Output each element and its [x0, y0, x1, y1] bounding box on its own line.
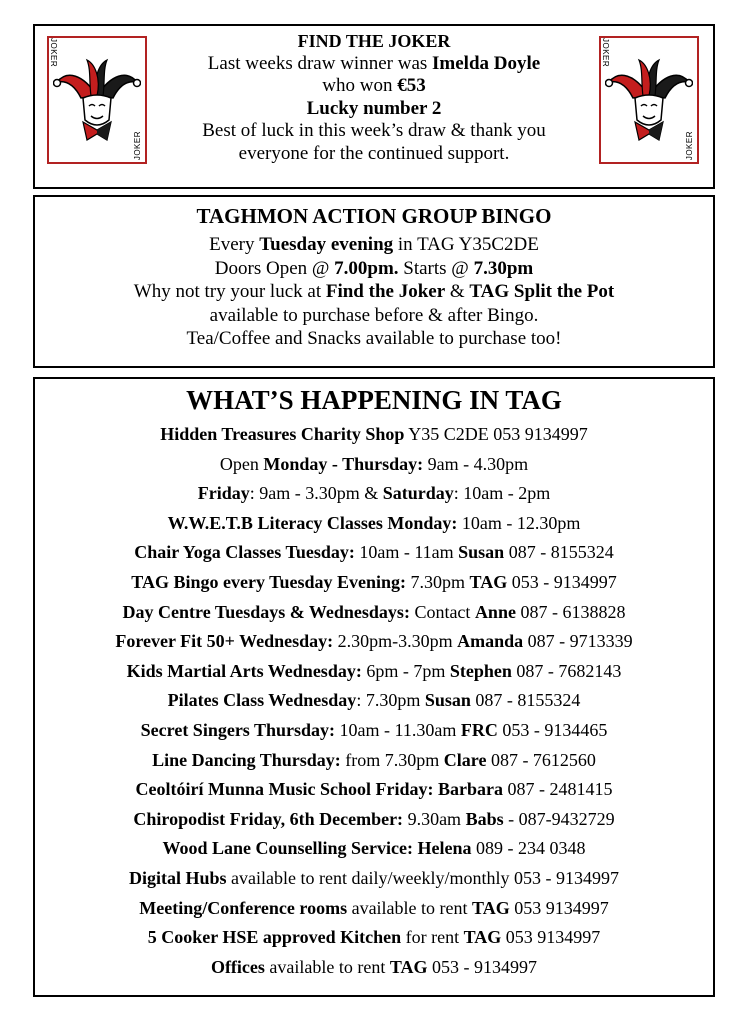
item-text: 053 9134997 [501, 927, 601, 948]
list-item [35, 568, 713, 598]
item-bold-text: Forever Fit 50+ Wednesday: [115, 631, 334, 652]
list-item [35, 953, 713, 983]
item-text: 9.30am [403, 808, 466, 829]
item-bold-text: Chair Yoga Classes Tuesday: [134, 542, 355, 563]
item-text: 7.30pm [406, 571, 470, 592]
item-bold-text: Digital Hubs [129, 867, 227, 888]
item-bold-text: Wood Lane Counselling Service: Helena [162, 838, 472, 859]
item-text: available to rent daily/weekly/monthly 053 - 9134997 [226, 867, 619, 888]
item-text: 6pm - 7pm [361, 660, 450, 681]
list-item [35, 834, 713, 864]
doors-open-time: 7.00pm. [334, 257, 399, 279]
item-bold-text: TAG [389, 956, 428, 977]
item-text: 053 - 9134465 [497, 719, 608, 740]
item-text: 087 - 2481415 [503, 779, 613, 800]
item-text: 10am - 12.30pm [457, 512, 581, 533]
item-bold-text: Meeting/Conference rooms [139, 897, 348, 918]
item-bold-text: Kids Martial Arts Wednesday: [126, 660, 362, 681]
item-text: 087 - 6138828 [515, 601, 626, 622]
bingo-box [33, 195, 715, 368]
list-item [35, 657, 713, 687]
whats-happening-box [33, 377, 715, 997]
item-bold-text: TAG [472, 897, 510, 918]
bingo-l1-post: in TAG Y35C2DE [393, 234, 539, 255]
happening-list [35, 420, 713, 982]
winner-amount: €53 [397, 75, 426, 96]
card-corner-text: JOKER [133, 130, 142, 160]
item-bold-text: Saturday [382, 483, 454, 504]
list-item [35, 627, 713, 657]
split-pot-name: TAG Split the Pot [469, 281, 615, 302]
item-bold-text: Anne [474, 601, 516, 622]
bingo-l5: Tea/Coffee and Snacks available to purchase too! [186, 328, 562, 349]
item-text: : 10am - 2pm [453, 483, 551, 504]
item-bold-text: 5 Cooker HSE approved Kitchen [147, 927, 402, 948]
item-text: - 087-9432729 [503, 808, 615, 829]
item-text: Contact [409, 601, 475, 622]
item-text: for rent [401, 927, 464, 948]
item-bold-text: Hidden Treasures Charity Shop [160, 424, 405, 444]
item-bold-text: Day Centre Tuesdays & Wednesdays: [122, 601, 410, 622]
item-bold-text: Stephen [449, 660, 512, 681]
jester-icon [605, 56, 693, 142]
item-bold-text: Monday - Thursday: [263, 453, 424, 474]
list-item [35, 479, 713, 509]
item-bold-text: Amanda [457, 631, 524, 652]
list-item [35, 894, 713, 924]
list-item [35, 450, 713, 480]
joker-title: FIND THE JOKER [297, 31, 451, 51]
item-text: 10am - 11am [354, 542, 459, 563]
item-bold-text: TAG [469, 571, 508, 592]
item-bold-text: TAG Bingo every Tuesday Evening: [131, 571, 407, 592]
item-bold-text: Secret Singers Thursday: [140, 719, 336, 740]
item-text: 087 - 9713339 [523, 631, 633, 652]
item-text: 053 - 9134997 [427, 956, 538, 977]
bingo-l1-pre: Every [209, 234, 260, 255]
item-text: 087 - 8155324 [470, 690, 581, 711]
list-item [35, 598, 713, 628]
whats-happening-title: WHAT’S HAPPENING IN TAG [186, 385, 562, 415]
joker-text [155, 30, 593, 165]
bingo-l2-pre: Doors Open @ [214, 257, 335, 279]
list-item [35, 509, 713, 539]
item-bold-text: Offices [210, 956, 265, 977]
list-item [35, 538, 713, 568]
list-item [35, 420, 713, 450]
item-text: : 9am - 3.30pm & [249, 483, 383, 504]
bingo-title: TAGHMON ACTION GROUP BINGO [196, 204, 552, 228]
joker-card-left [47, 36, 147, 164]
list-item [35, 775, 713, 805]
item-bold-text: W.W.E.T.B Literacy Classes Monday: [167, 512, 458, 533]
item-bold-text: Babs [465, 808, 504, 829]
find-the-joker-box [33, 24, 715, 189]
item-text: 089 - 234 0348 [471, 838, 586, 859]
bingo-l3-mid: & [445, 281, 470, 302]
item-bold-text: Chiropodist Friday, 6th December: [133, 808, 404, 829]
start-time: 7.30pm [473, 257, 534, 279]
bingo-details [35, 233, 713, 351]
bingo-l4: available to purchase before & after Bingo. [209, 304, 539, 326]
item-bold-text: Susan [424, 690, 471, 711]
list-item [35, 805, 713, 835]
jester-icon [53, 56, 141, 142]
item-bold-text: Pilates Class Wednesday [167, 690, 357, 711]
list-item [35, 686, 713, 716]
joker-line4: Best of luck in this week’s draw & thank you [202, 120, 546, 141]
bingo-l3-pre: Why not try your luck at [133, 281, 326, 302]
joker-line2-text: who won [322, 75, 398, 96]
item-text: 9am - 4.30pm [423, 453, 529, 474]
item-text: from 7.30pm [340, 749, 444, 770]
item-bold-text: Susan [458, 542, 505, 563]
winner-name: Imelda Doyle [432, 52, 541, 74]
list-item [35, 923, 713, 953]
item-text: 2.30pm-3.30pm [333, 631, 458, 652]
item-text: : 7.30pm [356, 690, 425, 711]
list-item [35, 716, 713, 746]
item-bold-text: Line Dancing Thursday: [152, 749, 341, 770]
item-text: 053 9134997 [509, 897, 609, 918]
list-item [35, 864, 713, 894]
item-bold-text: TAG [463, 927, 502, 948]
item-text: 087 - 7612560 [486, 749, 596, 770]
bingo-l2-mid: Starts @ [398, 257, 474, 279]
bingo-day: Tuesday evening [259, 234, 394, 255]
item-bold-text: Friday [197, 483, 250, 504]
list-item [35, 746, 713, 776]
joker-card-right [599, 36, 699, 164]
item-text: 087 - 8155324 [504, 542, 614, 563]
item-text: 053 - 9134997 [507, 571, 617, 592]
item-bold-text: FRC [460, 719, 498, 740]
item-bold-text: Ceoltóirí Munna Music School Friday: Barbara [135, 779, 503, 800]
joker-line1-text: Last weeks draw winner was [207, 52, 433, 74]
item-text: Open [219, 453, 264, 474]
lucky-number: Lucky number 2 [306, 97, 442, 119]
item-text: 10am - 11.30am [335, 719, 461, 740]
item-bold-text: Clare [443, 749, 487, 770]
item-text: available to rent [347, 897, 473, 918]
item-text: 087 - 7682143 [511, 660, 622, 681]
joker-line5: everyone for the continued support. [238, 142, 510, 164]
item-text: Y35 C2DE 053 9134997 [404, 424, 588, 444]
card-corner-text: JOKER [685, 130, 694, 160]
card-corner-text: JOKER [49, 38, 58, 68]
card-corner-text: JOKER [601, 38, 610, 68]
item-text: available to rent [264, 956, 390, 977]
find-joker-name: Find the Joker [325, 281, 446, 302]
